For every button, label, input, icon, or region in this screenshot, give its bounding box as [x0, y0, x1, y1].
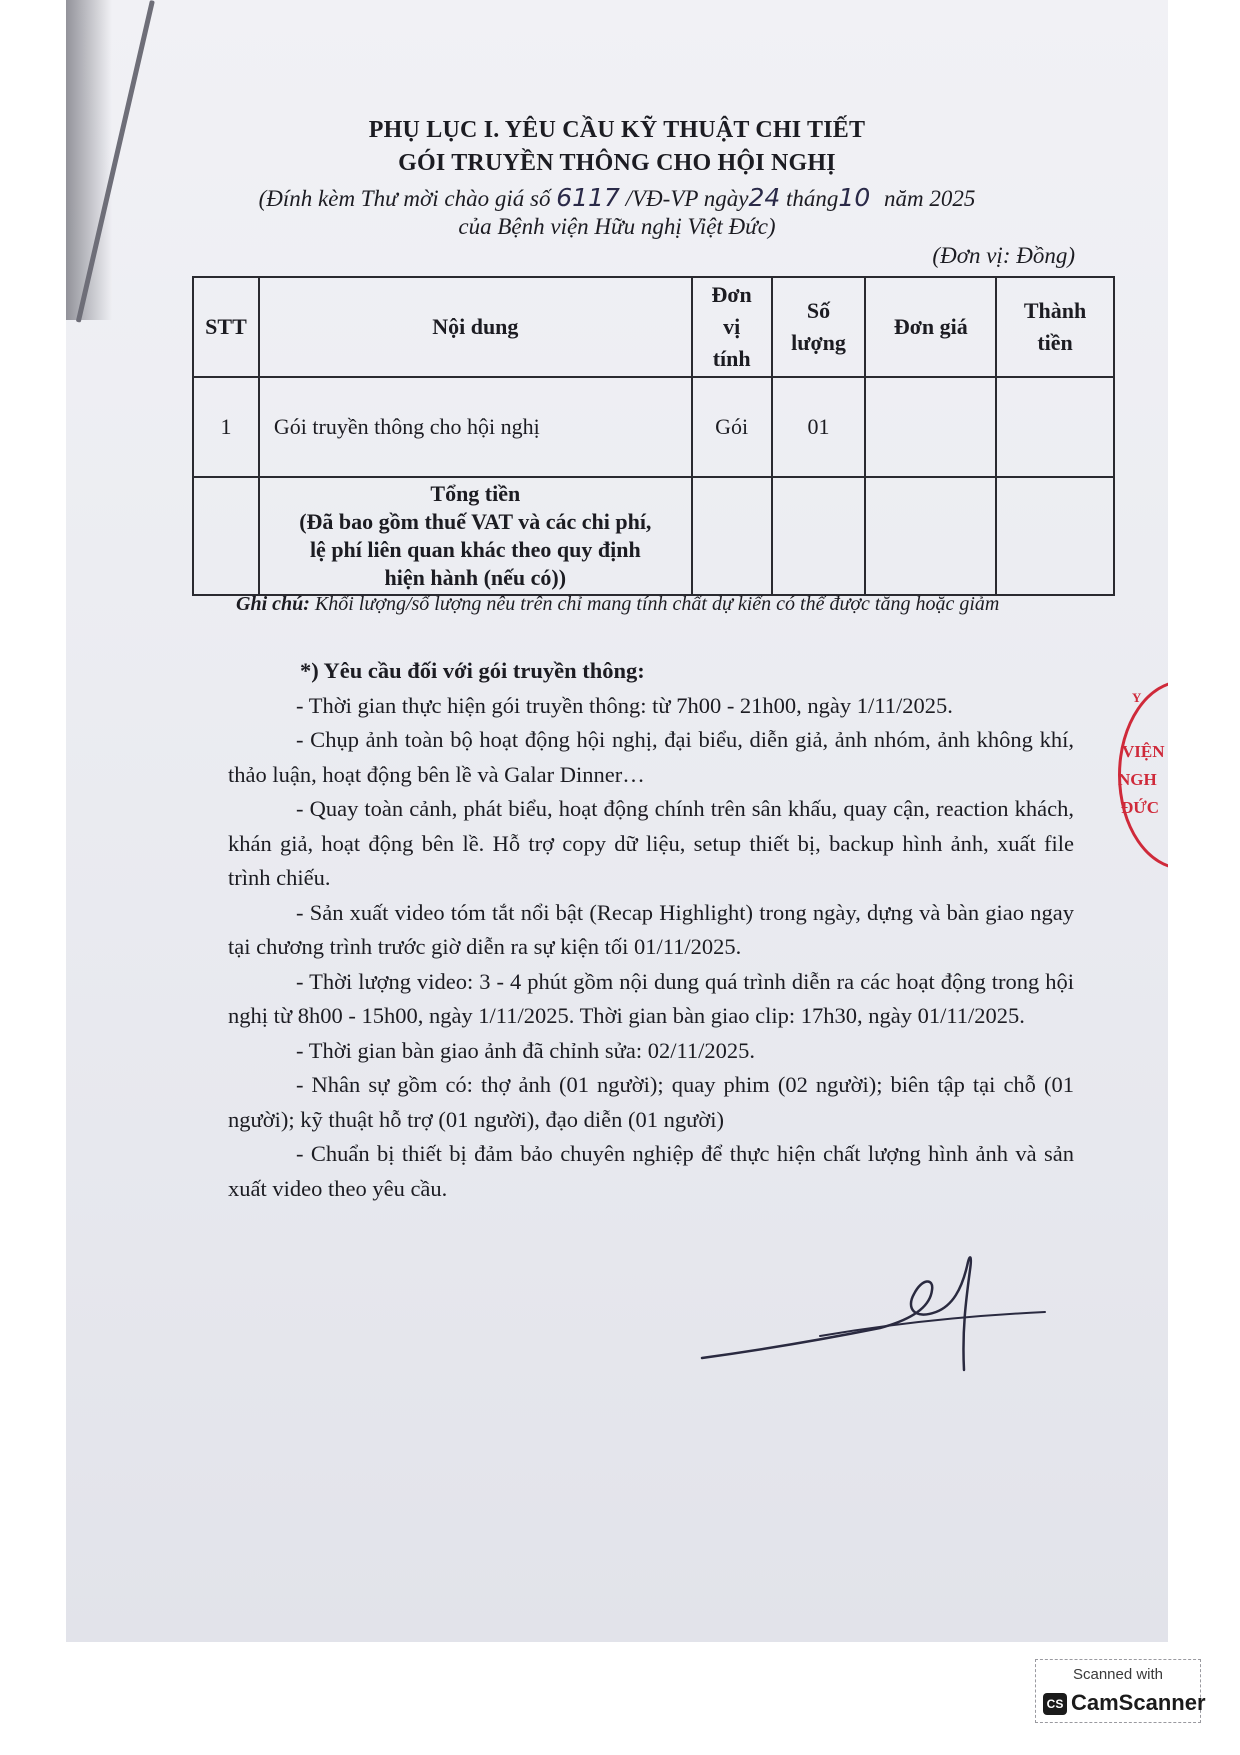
requirement-item: - Thời lượng video: 3 - 4 phút gồm nội dung quá trình diễn ra các hoạt động trong hội nghị từ 8h00 - 15h00, ngày 1/11/2025. Thời gian bàn giao clip: 17h30, ngày 01/11/2025. — [228, 968, 1074, 1028]
handwritten-letter-number: 6117 — [556, 183, 620, 212]
requirement-item: - Thời gian bàn giao ảnh đã chỉnh sửa: 02/11/2025. — [296, 1037, 756, 1063]
camscanner-logo-icon: CS — [1043, 1693, 1067, 1715]
header-unit-price: Đơn giá — [865, 277, 996, 377]
stamp-text-line3: ĐỨC — [1121, 798, 1160, 817]
table-note — [236, 593, 999, 616]
total-label-cell — [259, 477, 692, 595]
attachment-line1 — [66, 183, 1168, 212]
header-qty-line2: lượng — [791, 330, 846, 355]
header-unit-line1: Đơn — [711, 282, 752, 307]
total-cell-unit — [692, 477, 772, 595]
header-unit-line3: tính — [712, 346, 751, 371]
cell-unit-price — [865, 377, 996, 477]
header-qty-line1: Số — [806, 298, 831, 323]
total-label-line4: hiện hành (nếu có)) — [384, 565, 567, 590]
total-cell-amount — [996, 477, 1114, 595]
header-stt: STT — [193, 277, 259, 377]
document-title-line2: GÓI TRUYỀN THÔNG CHO HỘI NGHỊ — [398, 150, 836, 176]
requirement-item: - Thời gian thực hiện gói truyền thông: từ 7h00 - 21h00, ngày 1/11/2025. — [296, 692, 953, 718]
cell-total — [996, 377, 1114, 477]
total-label-line1: Tổng tiền — [430, 481, 521, 506]
attach-code: /VĐ-VP ngày — [625, 186, 749, 211]
note-text: Khối lượng/số lượng nêu trên chỉ mang tính chất dự kiến có thể được tăng hoặc giảm — [314, 593, 1000, 615]
currency-unit-note: (Đơn vị: Đồng) — [932, 243, 1075, 268]
stamp-text-line2: NGH — [1118, 770, 1157, 789]
requirement-item: - Sản xuất video tóm tắt nổi bật (Recap Highlight) trong ngày, dựng và bàn giao ngay tại chương trình trước giờ diễn ra sự kiện tối 01/11/2025. — [228, 899, 1074, 959]
total-row — [193, 477, 1114, 595]
signature-stroke-main — [702, 1257, 971, 1370]
total-label-line3: lệ phí liên quan khác theo quy định — [309, 537, 641, 562]
table-header-row — [193, 277, 1114, 377]
cell-quantity: 01 — [772, 377, 866, 477]
header-unit — [692, 277, 772, 377]
header-total-line2: tiền — [1037, 330, 1073, 355]
red-stamp-fragment — [1118, 680, 1168, 870]
attach-prefix: (Đính kèm Thư mời chào giá số — [258, 186, 551, 211]
attach-year: năm 2025 — [883, 186, 976, 211]
header-total-line1: Thành — [1023, 298, 1087, 323]
handwritten-day: 24 — [748, 183, 781, 212]
requirement-item: - Quay toàn cảnh, phát biểu, hoạt động chính trên sân khấu, quay cận, reaction khách, khán giả, hoạt động bên lề. Hỗ trợ copy dữ liệu, setup thiết bị, backup hình ảnh, xuất file trình chiếu. — [228, 796, 1074, 890]
header-total — [996, 277, 1114, 377]
header-unit-line2: vị — [723, 314, 741, 339]
requirements-section — [228, 654, 1074, 1206]
cell-content: Gói truyền thông cho hội nghị — [259, 377, 692, 477]
handwritten-month: 10 — [838, 183, 871, 212]
requirements-heading: *) Yêu cầu đối với gói truyền thông: — [300, 658, 645, 683]
stamp-mark: Y — [1132, 690, 1142, 705]
attachment-line2: của Bệnh viện Hữu nghị Việt Đức) — [458, 214, 776, 239]
scanned-with-label: Scanned with — [1072, 1666, 1164, 1683]
price-table — [192, 276, 1115, 596]
document-title-line1: PHỤ LỤC I. YÊU CẦU KỸ THUẬT CHI TIẾT — [368, 117, 866, 143]
note-label: Ghi chú: — [236, 593, 310, 615]
cell-stt: 1 — [193, 377, 259, 477]
total-cell-qty — [772, 477, 866, 595]
cell-unit: Gói — [692, 377, 772, 477]
requirement-item: - Chụp ảnh toàn bộ hoạt động hội nghị, đại biểu, diễn giả, ảnh nhóm, ảnh không khí, thảo luận, hoạt động bên lề và Galar Dinner… — [228, 727, 1074, 787]
attach-month-label: tháng — [786, 186, 839, 211]
total-label-line2: (Đã bao gồm thuế VAT và các chi phí, — [299, 509, 652, 534]
table-row — [193, 377, 1114, 477]
handwritten-signature — [700, 1250, 1050, 1390]
stamp-text-line1: VIỆN — [1122, 742, 1165, 761]
total-cell-price — [865, 477, 996, 595]
camscanner-watermark — [1035, 1659, 1206, 1723]
header-content: Nội dung — [259, 277, 692, 377]
total-cell-stt — [193, 477, 259, 595]
camscanner-app-name: CamScanner — [1071, 1690, 1206, 1715]
header-quantity — [772, 277, 866, 377]
requirement-item: - Nhân sự gồm có: thợ ảnh (01 người); quay phim (02 người); biên tập tại chỗ (01 người); kỹ thuật hỗ trợ (01 người), đạo diễn (01 người) — [228, 1072, 1074, 1132]
requirement-item: - Chuẩn bị thiết bị đảm bảo chuyên nghiệp để thực hiện chất lượng hình ảnh và sản xuất video theo yêu cầu. — [228, 1141, 1074, 1201]
